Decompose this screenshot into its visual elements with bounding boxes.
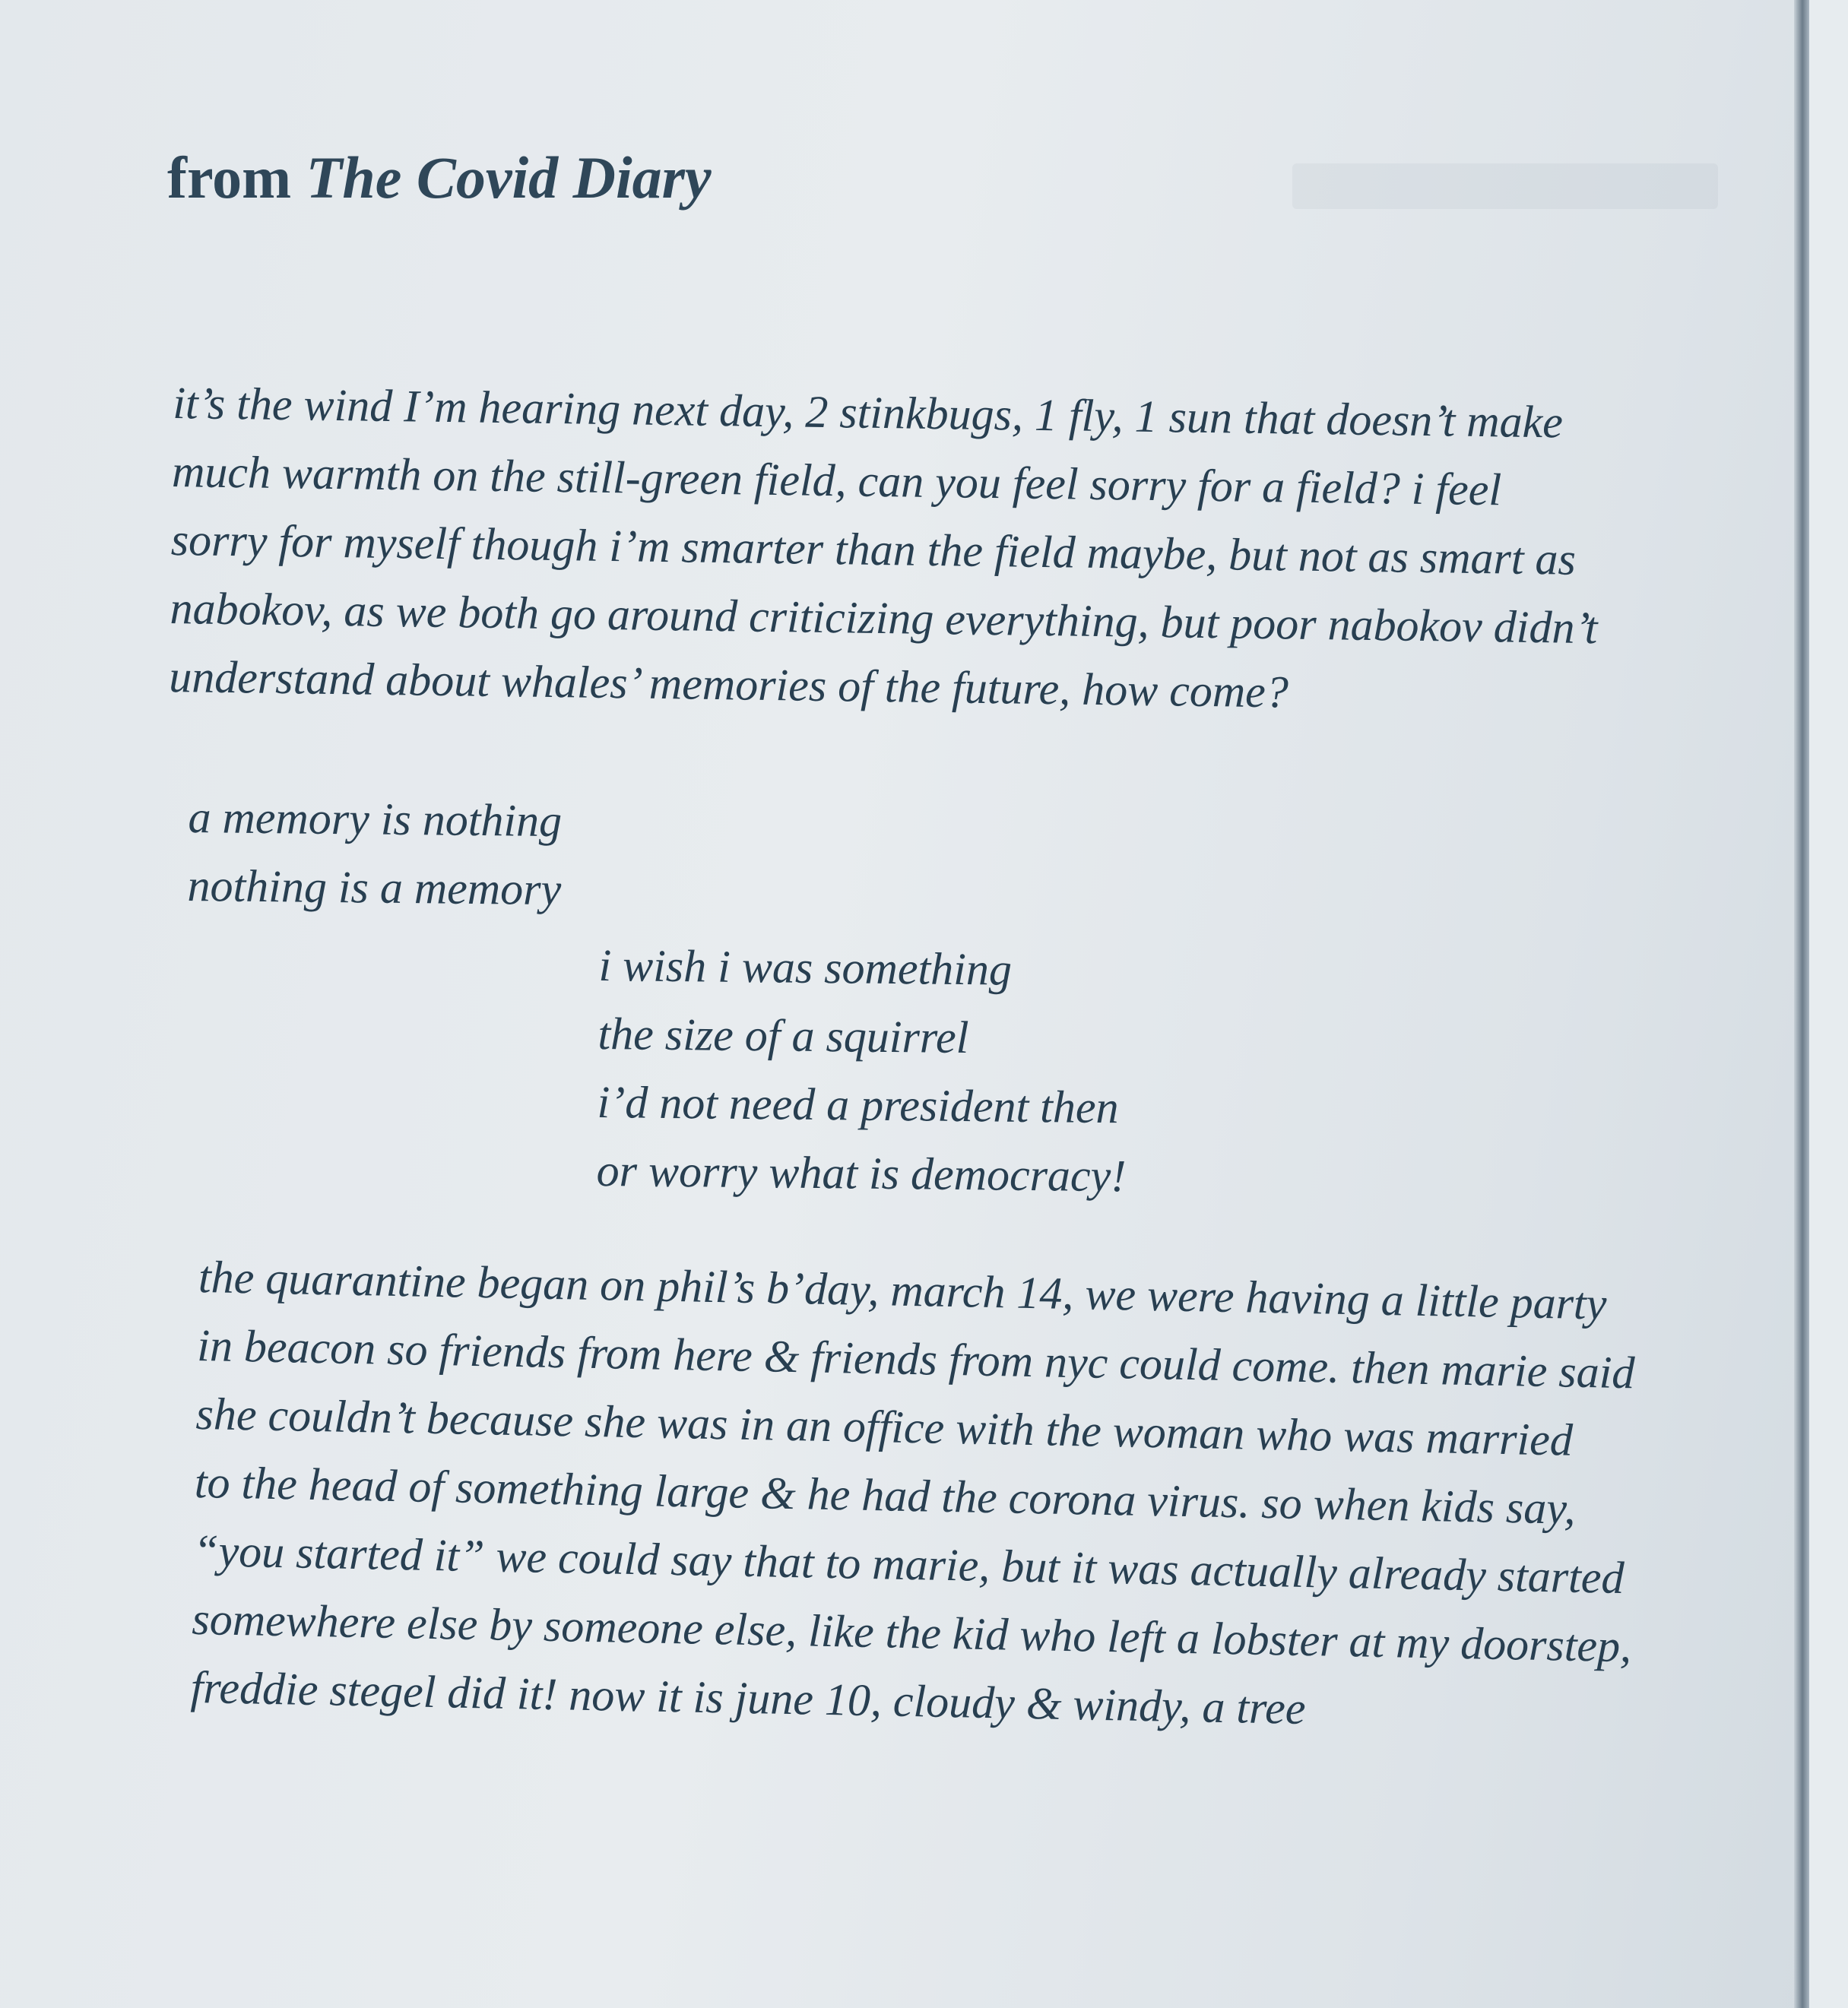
stanza-2 <box>596 931 1128 1210</box>
text-line: nabokov, as we both go around criticizing everything, but poor nabokov didn’t <box>170 582 1598 654</box>
background-beyond-page <box>1809 0 1848 2008</box>
verse-line: a memory is nothing <box>188 791 563 847</box>
page-title <box>167 144 712 211</box>
text-line: it’s the wind I’m hearing next day, 2 stinkbugs, 1 fly, 1 sun that doesn’t make <box>172 377 1564 448</box>
verse-line: i wish i was something <box>598 939 1013 995</box>
paragraph-2 <box>190 1243 1639 1749</box>
title-prefix: from <box>167 144 292 211</box>
verse-line: nothing is a memory <box>187 860 562 915</box>
title-work: The Covid Diary <box>306 144 712 211</box>
text-line: to the head of something large & he had the corona virus. so when kids say, <box>194 1456 1577 1534</box>
stanza-1 <box>187 783 562 923</box>
text-line: freddie stegel did it! now it is june 10, cloudy & windy, a tree <box>190 1661 1307 1734</box>
text-line: in beacon so friends from here & friends from nyc could come. then marie said <box>196 1319 1636 1398</box>
text-line: she couldn’t because she was in an office with the woman who was married <box>195 1388 1574 1465</box>
verse-line: i’d not need a president then <box>597 1076 1119 1133</box>
paragraph-1 <box>169 369 1601 730</box>
verse-line: or worry what is democracy! <box>596 1145 1127 1202</box>
text-line: “you started it” we could say that to marie, but it was actually already started <box>192 1525 1625 1604</box>
text-line: understand about whales’ memories of the future, how come? <box>168 651 1289 717</box>
verse-line: the size of a squirrel <box>598 1008 969 1063</box>
page-edge <box>1794 0 1809 2008</box>
text-line: sorry for myself though i’m smarter than the field maybe, but not as smart as <box>170 514 1577 584</box>
text-line: somewhere else by someone else, like the kid who left a lobster at my doorstep, <box>191 1593 1632 1672</box>
text-line: much warmth on the still-green field, can you feel sorry for a field? i feel <box>171 445 1502 515</box>
text-line: the quarantine began on phil’s b’day, march 14, we were having a little party <box>198 1251 1607 1329</box>
show-through-text <box>1292 163 1718 209</box>
